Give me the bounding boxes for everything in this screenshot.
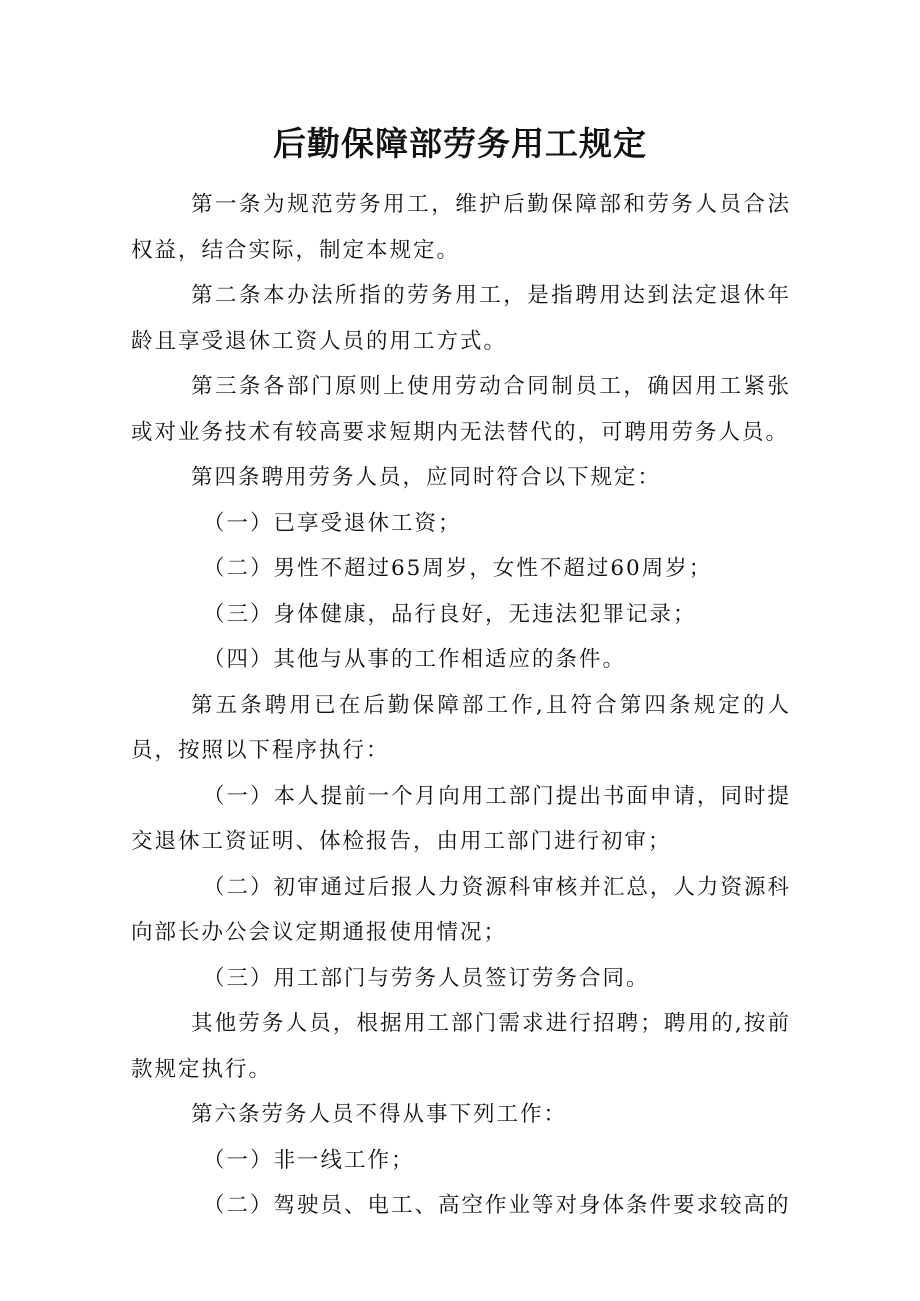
article-5: 第五条聘用已在后勤保障部工作,且符合第四条规定的人员，按照以下程序执行： [131,692,791,763]
article-3: 第三条各部门原则上使用劳动合同制员工，确因用工紧张或对业务技术有较高要求短期内无法替代的，可聘用劳务人员。 [131,374,791,445]
article-4-item-3: （三）身体健康，品行良好，无违法犯罪记录； [203,601,697,627]
article-5-item-3: （三）用工部门与劳务人员签订劳务合同。 [203,965,650,991]
article-5-item-1: （一）本人提前一个月向用工部门提出书面申请，同时提交退休工资证明、体检报告，由用工部门进行初审； [131,783,791,854]
article-6-item-1: （一）非一线工作； [203,1147,415,1173]
article-4-item-2: （二）男性不超过65周岁，女性不超过60周岁； [203,556,713,581]
document-title: 后勤保障部劳务用工规定 [273,124,647,163]
article-1: 第一条为规范劳务用工，维护后勤保障部和劳务人员合法权益，结合实际，制定本规定。 [131,192,791,263]
article-6-item-2: （二）驾驶员、电工、高空作业等对身体条件要求较高的 [203,1193,791,1218]
article-4-item-4: （四）其他与从事的工作相适应的条件。 [203,647,627,672]
article-5-extra: 其他劳务人员，根据用工部门需求进行招聘；聘用的,按前款规定执行。 [131,1011,791,1082]
article-6: 第六条劳务人员不得从事下列工作： [191,1102,568,1127]
article-2: 第二条本办法所指的劳务用工，是指聘用达到法定退休年龄且享受退休工资人员的用工方式。 [131,283,791,354]
document-body [131,182,791,1229]
article-5-item-2: （二）初审通过后报人力资源科审核并汇总，人力资源科向部长办公会议定期通报使用情况； [131,874,791,945]
article-4: 第四条聘用劳务人员，应同时符合以下规定： [191,465,662,490]
article-4-item-1: （一）已享受退休工资； [203,510,462,536]
